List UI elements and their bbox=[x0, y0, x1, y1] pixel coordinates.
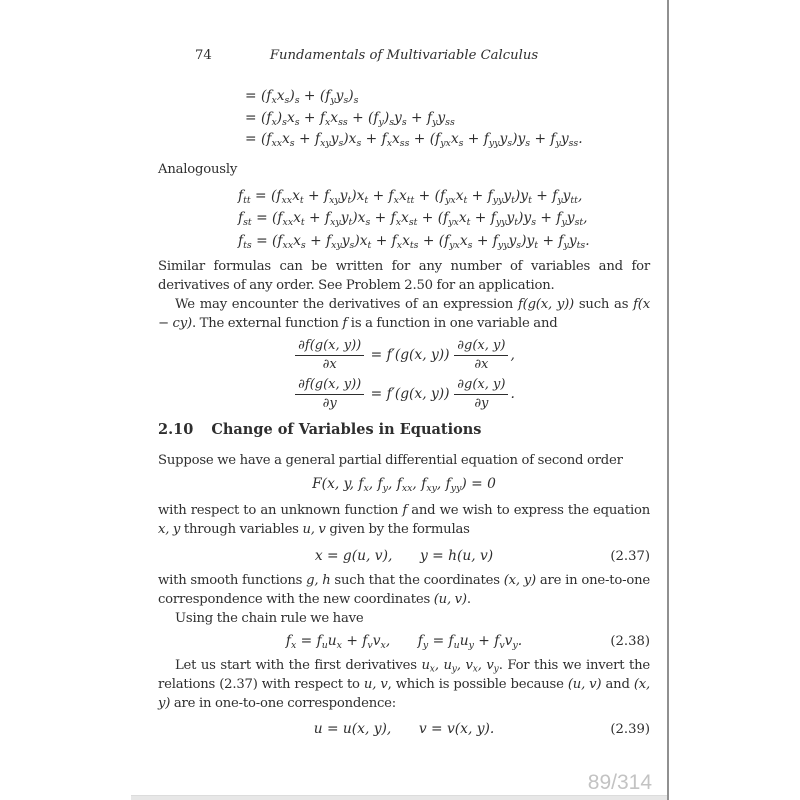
paragraph-invert-relations: Let us start with the first derivatives $u_x$, $u_y$, $v_x$, $v_y$. For this we invert the relations (2.37) with respect to u, v, which is possible because (u, v) and (x, y) are in one-to-one correspondence: bbox=[158, 658, 651, 711]
section-title: Change of Variables in Equations bbox=[211, 421, 482, 438]
section-number: 2.10 bbox=[158, 421, 194, 438]
derivation-block-s bbox=[245, 86, 650, 151]
equation-line: $f_{ts} = (f_{xx}x_s + f_{xy}y_s)x_t + f_xx_{ts} + (f_{yx}x_s + f_{yy}y_s)y_t + f_yy_{ts}$. bbox=[238, 232, 590, 251]
equation-line: = $(f_{xx}x_s + f_{xy}y_s)x_s + f_xx_{ss} + (f_{yx}x_s + f_{yy}y_s)y_s + f_yy_{ss}$. bbox=[245, 131, 583, 149]
equation-2-37 bbox=[158, 547, 650, 566]
paragraph-similar-formulas: Similar formulas can be written for any number of variables and for derivatives of any order. See Problem 2.50 for an application. bbox=[158, 259, 650, 293]
equation-2-38 bbox=[158, 632, 650, 651]
equation-line: = $(f_xx_s)_s + (f_yy_s)_s$ bbox=[245, 88, 359, 106]
page-indicator: 89/314 bbox=[587, 771, 652, 794]
page-gap-divider bbox=[131, 795, 668, 800]
equation-tag: (2.37) bbox=[610, 549, 650, 564]
equation-line: $f_{tt} = (f_{xx}x_t + f_{xy}y_t)x_t + f_xx_{tt} + (f_{yx}x_t + f_{yy}y_t)y_t + f_yy_{tt}$, bbox=[238, 187, 583, 206]
page-right-edge bbox=[667, 0, 669, 800]
equation-line: $f_{st} = (f_{xx}x_t + f_{xy}y_t)x_s + f_xx_{st} + (f_{yx}x_t + f_{yy}y_t)y_s + f_yy_{st}$, bbox=[238, 210, 588, 228]
paragraph-smooth-functions: with smooth functions g, h such that the coordinates (x, y) are in one-to-one correspondence with the new coordinates (u, v). bbox=[158, 573, 650, 607]
equation-tag: (2.39) bbox=[610, 722, 650, 737]
paragraph-chain-rule: Using the chain rule we have bbox=[175, 611, 364, 626]
paragraph-with-respect: with respect to an unknown function f and we wish to express the equation x, y through variables u, v given by the formulas bbox=[158, 503, 650, 537]
paragraph-encounter: We may encounter the derivatives of an expression f(g(x, y)) such as f(x − cy). The external function f is a function in one variable and bbox=[158, 297, 650, 331]
equation-line: = $(f_x)_sx_s + f_xx_{ss} + (f_y)_sy_s + f_yy_{ss}$ bbox=[245, 109, 455, 128]
running-title: Fundamentals of Multivariable Calculus bbox=[269, 48, 539, 63]
analogously-label: Analogously bbox=[158, 161, 238, 177]
page-header bbox=[158, 46, 650, 64]
equation-partial-y: $\frac{\partial f(g(x, y))}{\partial y}$ = f′(g(x, y)) $\frac{\partial g(x, y)}{\partial y}$ . bbox=[158, 377, 650, 413]
equation-general-pde: F(x, y, $f_x$, $f_y$, $f_{xx}$, $f_{xy}$, $f_{yy}) = 0$ bbox=[312, 476, 496, 494]
paragraph-suppose: Suppose we have a general partial differential equation of second order bbox=[158, 453, 623, 468]
equation-partial-x: $\frac{\partial f(g(x, y))}{\partial x}$ = f′(g(x, y)) $\frac{\partial g(x, y)}{\partial x}$ , bbox=[158, 338, 650, 374]
section-heading bbox=[158, 420, 650, 439]
page-number: 74 bbox=[195, 48, 212, 63]
equation-2-39 bbox=[158, 720, 650, 739]
derivation-block-t bbox=[238, 185, 650, 253]
equation-tag: (2.38) bbox=[610, 634, 650, 649]
equation-body: u = u(x, y), v = v(x, y). bbox=[313, 721, 495, 737]
book-page bbox=[158, 46, 650, 739]
equation-body: $f_x = f_uu_x + f_vv_x$, $f_y = f_uu_y + f_vv_y$. bbox=[285, 633, 523, 651]
equation-body: x = g(u, v), y = h(u, v) bbox=[314, 548, 494, 564]
